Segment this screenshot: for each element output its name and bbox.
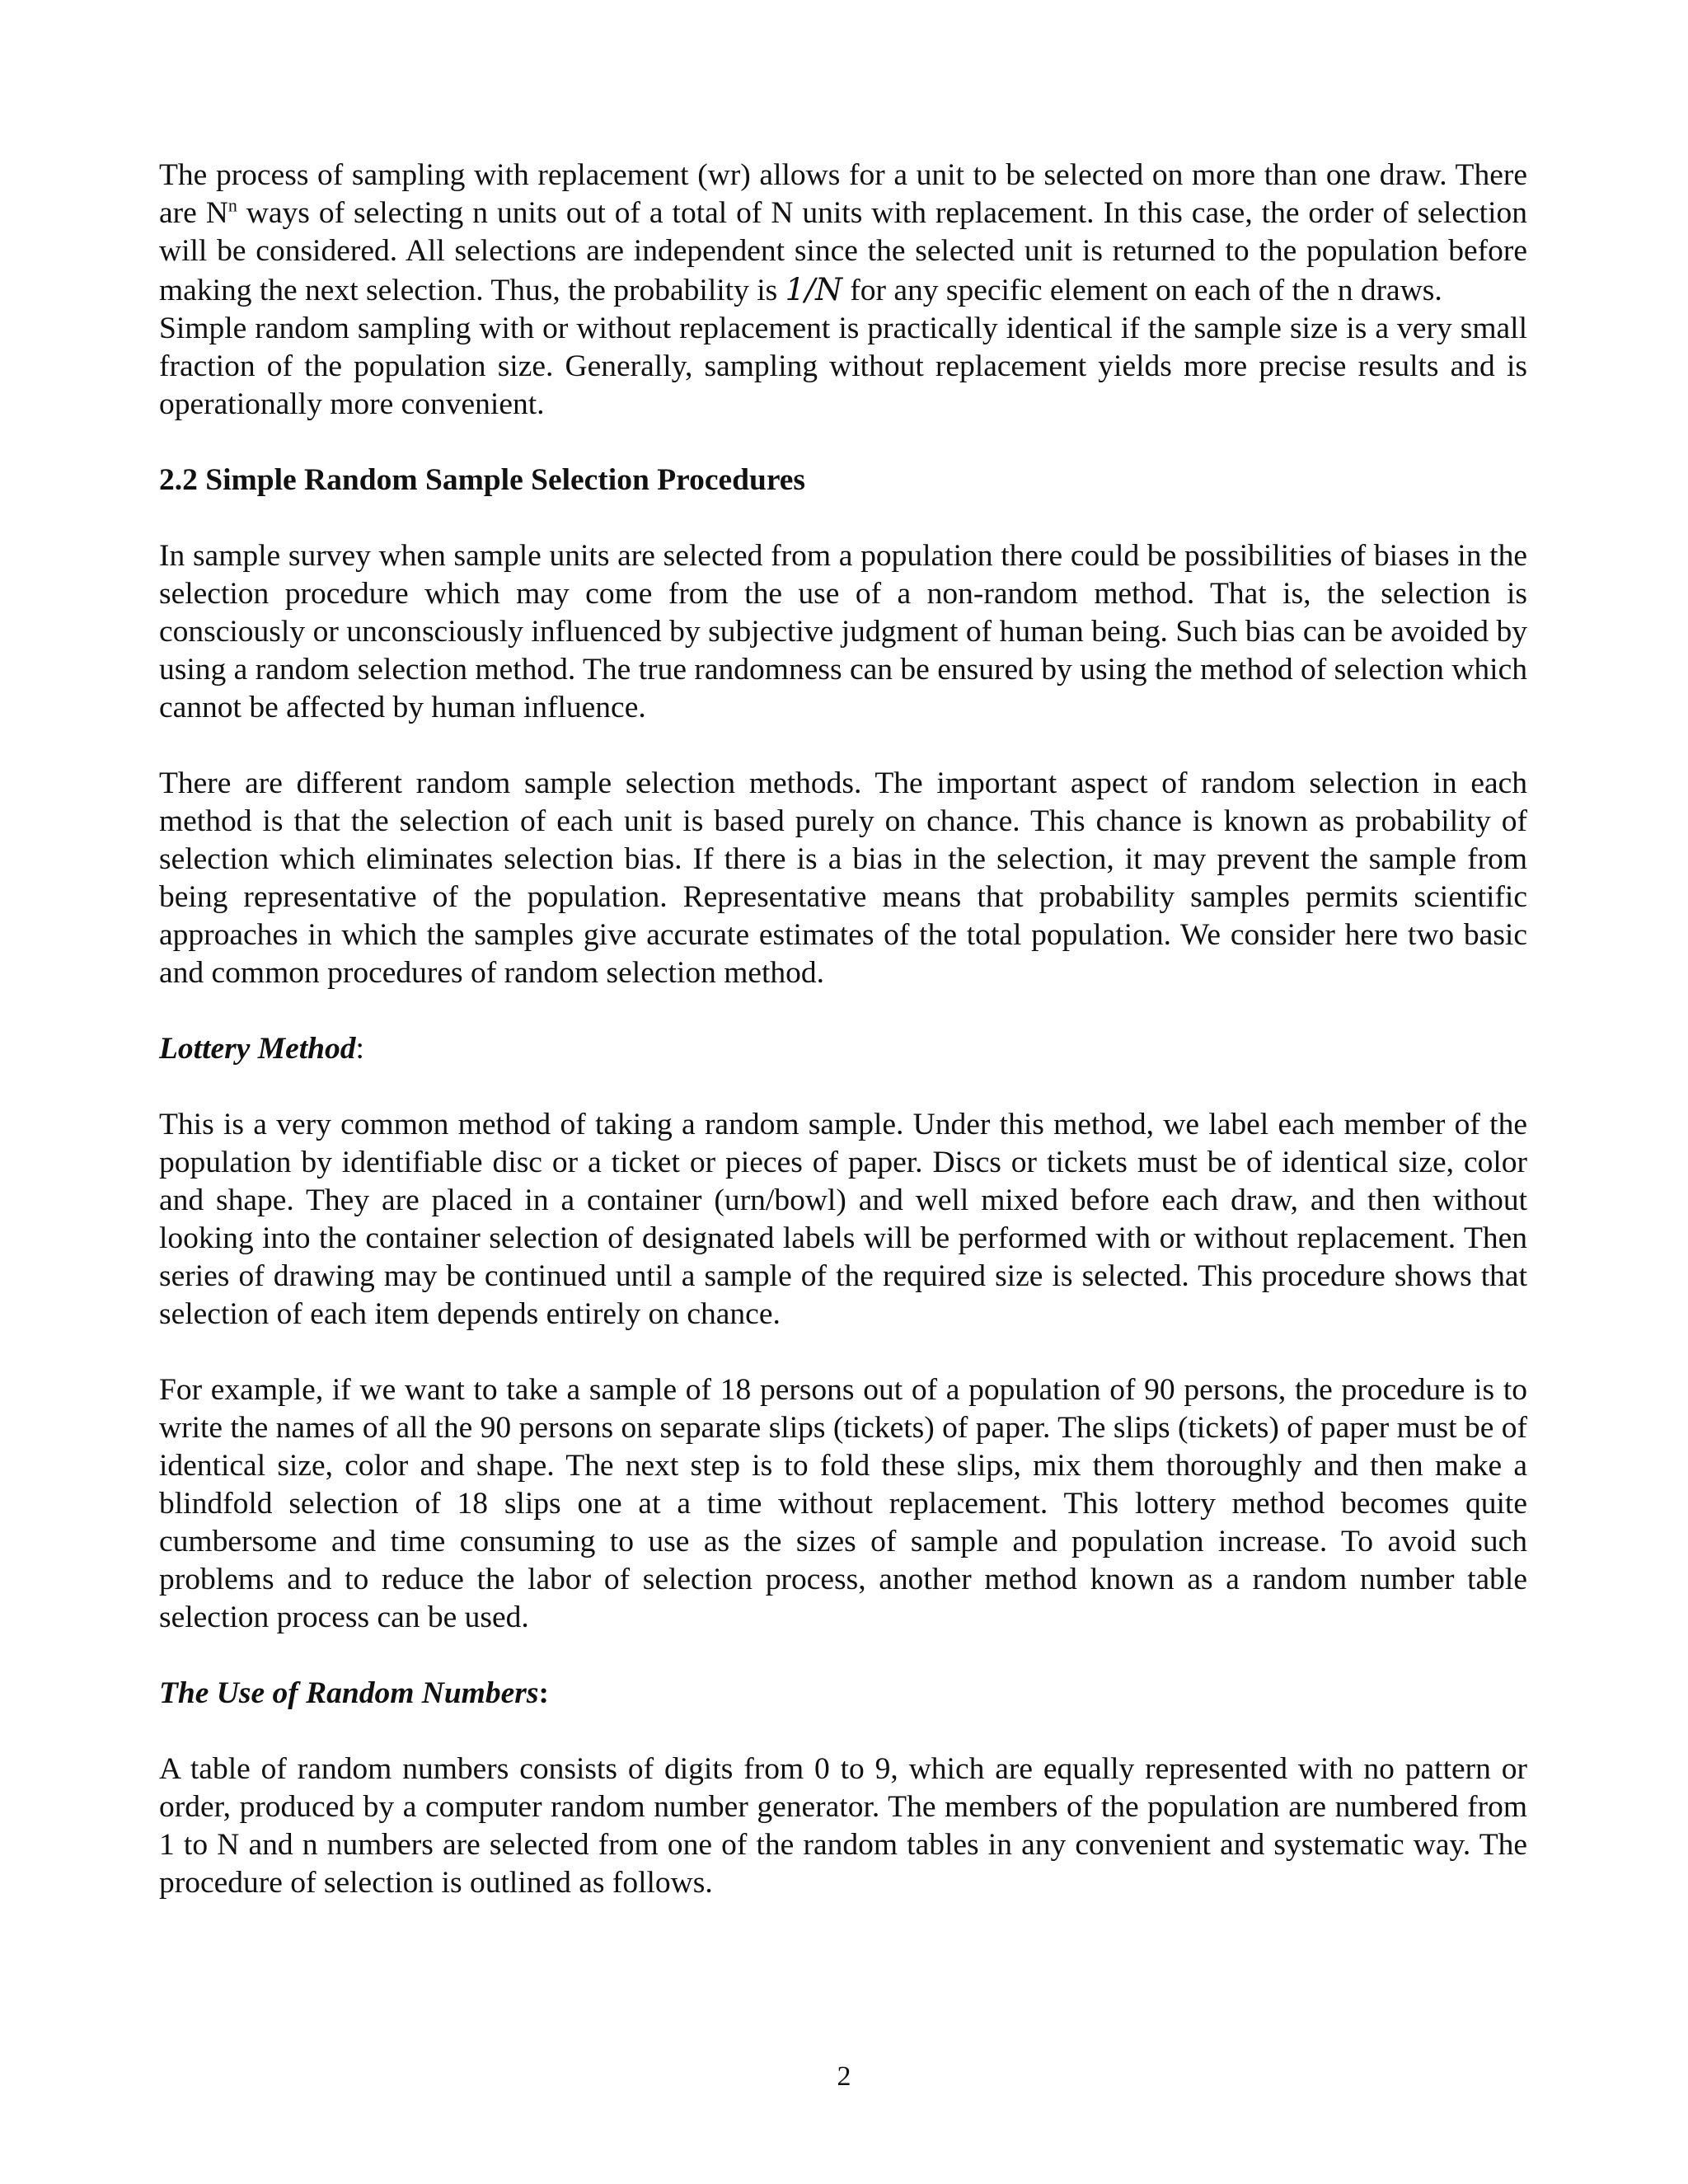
lottery-colon: :	[355, 1032, 364, 1066]
paragraph-lottery-description: This is a very common method of taking a random sample. Under this method, we label each member of the population by identifiable disc or a ticket or pieces of paper. Discs or tickets must be of identical size, color and shape. They are placed in a container (urn/bowl) and well mixed before each draw, and then without looking into the container selection of designated labels will be performed with or without replacement. Then series of drawing may be continued until a sample of the required size is selected. This procedure shows that selection of each item depends entirely on chance.	[159, 1108, 1527, 1331]
lottery-title: Lottery Method	[159, 1032, 356, 1066]
p1-text-c: for any specific element on each of the n draws.	[842, 274, 1442, 307]
paragraph-wr-vs-wor: Simple random sampling with or without replacement is practically identical if the sample size is a very small fraction of the population size. Generally, sampling without replacement yields more precise results and is operationally more convenient.	[159, 312, 1527, 421]
probability-formula: 1/N	[785, 271, 842, 307]
paragraph-selection-bias: In sample survey when sample units are selected from a population there could be possibilities of biases in the selection procedure which may come from the use of a non-random method. That is, the selection is consciously or unconsciously influenced by subjective judgment of human being. Such bias can be avoided by using a random selection method. The true randomness can be ensured by using the method of selection which cannot be affected by human influence.	[159, 539, 1527, 724]
random-numbers-colon: :	[538, 1676, 549, 1710]
paragraph-random-methods: There are different random sample selection methods. The important aspect of random selection in each method is that the selection of each unit is based purely on chance. This chance is known as probability of selection which eliminates selection bias. If there is a bias in the selection, it may prevent the sample from being representative of the population. Representative means that probability samples permits scientific approaches in which the samples give accurate estimates of the total population. We consider here two basic and common procedures of random selection method.	[159, 766, 1527, 990]
page-number: 2	[837, 2061, 851, 2092]
subheading-random-numbers	[159, 1675, 1527, 1713]
paragraph-lottery-example: For example, if we want to take a sample of 18 persons out of a population of 90 persons, the procedure is to write the names of all the 90 persons on separate slips (tickets) of paper. The slips (tickets) of paper must be of identical size, color and shape. The next step is to fold these slips, mix them thoroughly and then make a blindfold selection of 18 slips one at a time without replacement. This lottery method becomes quite cumbersome and time consuming to use as the sizes of sample and population increase. To avoid such problems and to reduce the labor of selection process, another method known as a random number table selection process can be used.	[159, 1373, 1527, 1634]
p1-superscript: n	[227, 194, 237, 216]
document-page	[159, 157, 1527, 1902]
p1-text-a: The process of sampling with replacement (wr) allows for a unit to be selected on more than one draw. There are N	[159, 158, 1527, 230]
section-heading-2-2: 2.2 Simple Random Sample Selection Procedures	[159, 463, 806, 497]
paragraph-sampling-with-replacement	[159, 157, 1527, 310]
p1-text-b: ways of selecting n units out of a total of N units with replacement. In this case, the order of selection will be considered. All selections are independent since the selected unit is returned to the population before making the next selection. Thus, the probability is	[159, 196, 1527, 307]
random-numbers-title: The Use of Random Numbers	[159, 1676, 539, 1710]
subheading-lottery-method	[159, 1030, 1527, 1068]
paragraph-random-number-table: A table of random numbers consists of digits from 0 to 9, which are equally represented with no pattern or order, produced by a computer random number generator. The members of the population are numbered from 1 to N and n numbers are selected from one of the random tables in any convenient and systematic way. The procedure of selection is outlined as follows.	[159, 1752, 1527, 1900]
